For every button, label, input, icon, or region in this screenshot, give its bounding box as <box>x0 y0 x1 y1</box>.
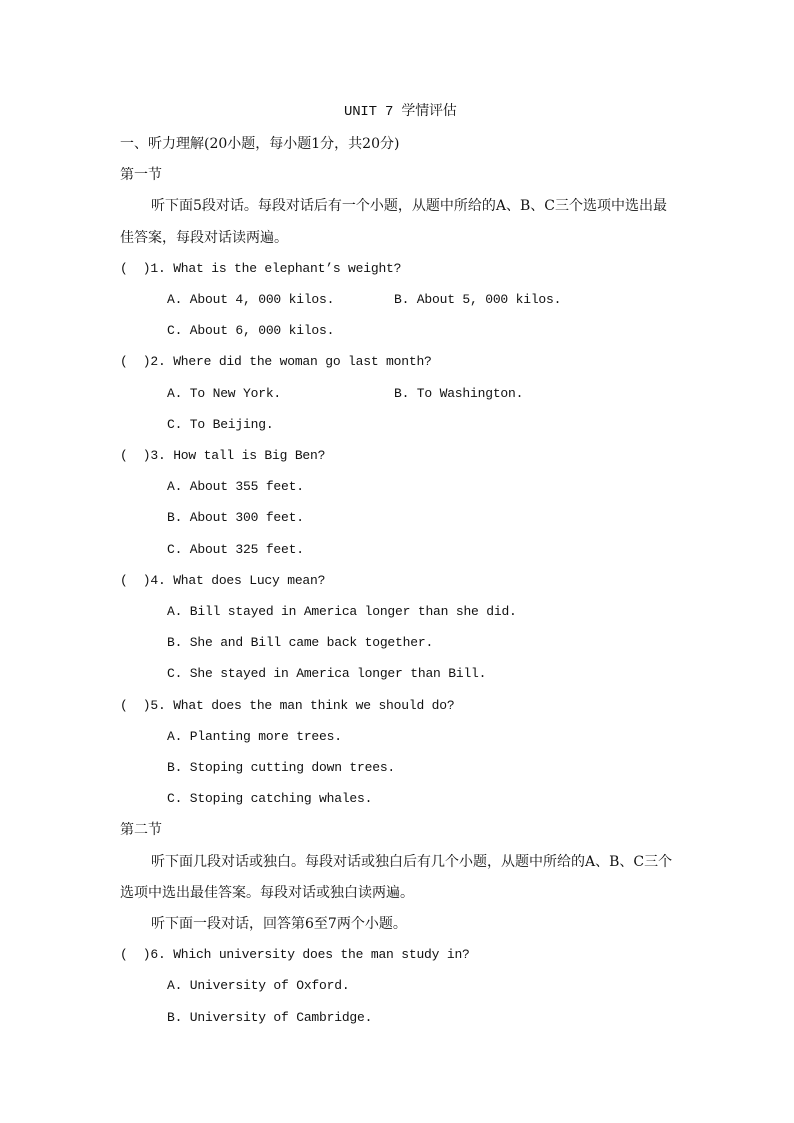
question-5-option-c: C. Stoping catching whales. <box>167 791 373 806</box>
question-1-option-c: C. About 6, 000 kilos. <box>167 323 335 338</box>
part2-instruction-line1: 听下面几段对话或独白。每段对话或独白后有几个小题，从题中所给的A、B、C三个 <box>151 854 673 870</box>
part2-heading: 第二节 <box>120 822 162 838</box>
section-heading: 一、听力理解(20小题，每小题1分，共20分) <box>120 136 400 152</box>
part2-sub-instruction: 听下面一段对话，回答第6至7两个小题。 <box>151 916 407 932</box>
question-2-option-c: C. To Beijing. <box>167 417 274 432</box>
question-2-stem: ( )2. Where did the woman go last month? <box>120 354 432 369</box>
question-4-option-b: B. She and Bill came back together. <box>167 635 434 650</box>
question-4-stem: ( )4. What does Lucy mean? <box>120 573 326 588</box>
question-3-option-b: B. About 300 feet. <box>167 510 304 525</box>
question-1-stem: ( )1. What is the elephant’s weight? <box>120 261 402 276</box>
question-6-option-a: A. University of Oxford. <box>167 978 350 993</box>
question-1-option-a: A. About 4, 000 kilos. <box>167 292 335 307</box>
part1-instruction-line1: 听下面5段对话。每段对话后有一个小题，从题中所给的A、B、C三个选项中选出最 <box>151 198 668 214</box>
part1-heading: 第一节 <box>120 167 162 183</box>
question-3-stem: ( )3. How tall is Big Ben? <box>120 448 326 463</box>
question-5-option-a: A. Planting more trees. <box>167 729 342 744</box>
question-2-option-b: B. To Washington. <box>394 386 524 401</box>
part1-instruction-line2: 佳答案，每段对话读两遍。 <box>120 230 288 246</box>
question-5-stem: ( )5. What does the man think we should do? <box>120 698 455 713</box>
question-2-option-a: A. To New York. <box>167 386 282 401</box>
part2-instruction-line2: 选项中选出最佳答案。每段对话或独白读两遍。 <box>120 885 414 901</box>
question-3-option-c: C. About 325 feet. <box>167 542 304 557</box>
question-3-option-a: A. About 355 feet. <box>167 479 304 494</box>
question-4-option-c: C. She stayed in America longer than Bill. <box>167 666 487 681</box>
question-5-option-b: B. Stoping cutting down trees. <box>167 760 396 775</box>
question-1-option-b: B. About 5, 000 kilos. <box>394 292 562 307</box>
question-6-option-b: B. University of Cambridge. <box>167 1010 373 1025</box>
question-4-option-a: A. Bill stayed in America longer than she did. <box>167 604 517 619</box>
page-title: UNIT 7 学情评估 <box>344 104 457 120</box>
question-6-stem: ( )6. Which university does the man study in? <box>120 947 470 962</box>
